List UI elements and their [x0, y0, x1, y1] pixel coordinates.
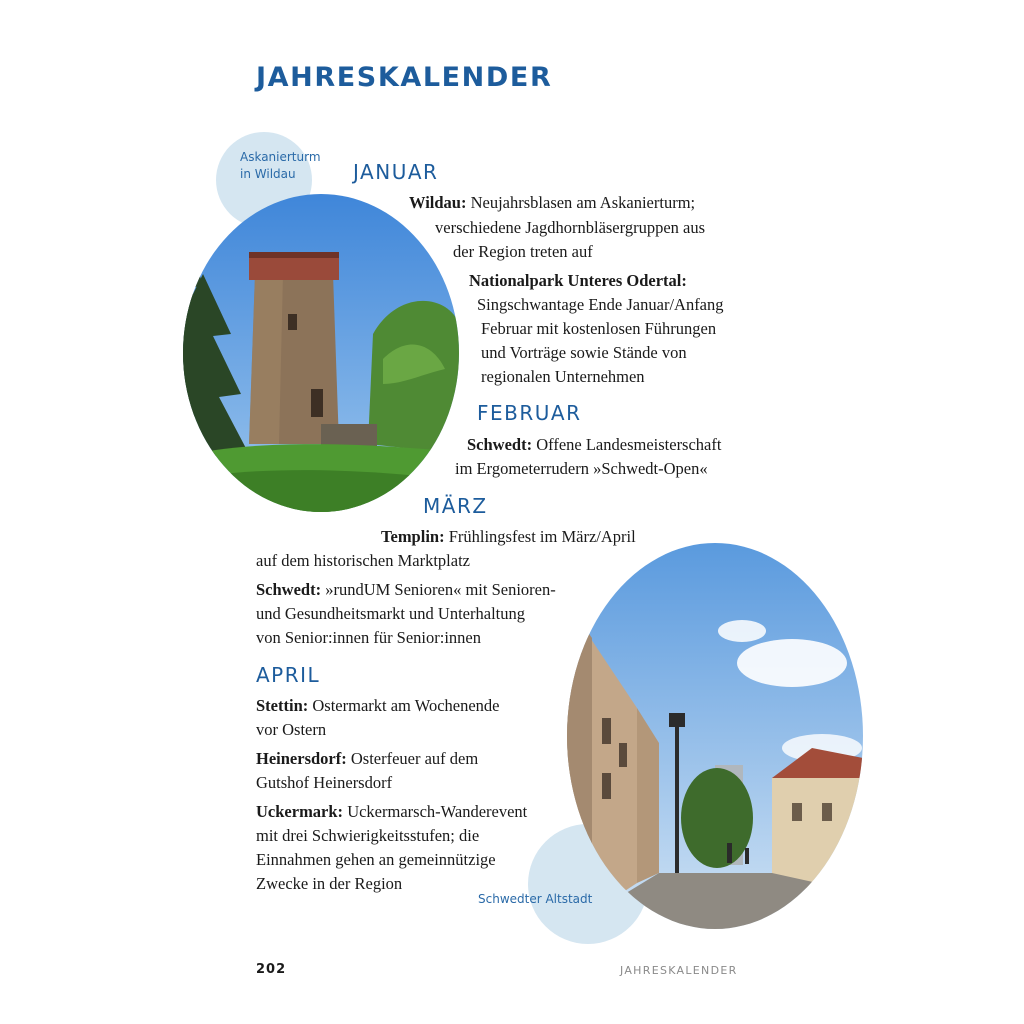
event-line: auf dem historischen Marktplatz — [256, 551, 470, 570]
event-location: Nationalpark Unteres Odertal: — [469, 271, 687, 290]
event-line: Heinersdorf: Osterfeuer auf dem — [256, 749, 479, 768]
event-line: Templin: Frühlingsfest im März/April — [381, 527, 636, 546]
event-location: Stettin: — [256, 696, 309, 715]
event-line: von Senior:innen für Senior:innen — [256, 628, 482, 647]
tower-photo — [183, 194, 459, 512]
event-line: Februar mit kostenlosen Führungen — [481, 319, 717, 338]
event-line: Singschwantage Ende Januar/Anfang — [477, 295, 724, 314]
event-line: Stettin: Ostermarkt am Wochenende — [256, 696, 500, 715]
event-location: Schwedt: — [467, 435, 533, 454]
page-title: JAHRESKALENDER — [256, 62, 553, 93]
street-photo — [567, 543, 863, 929]
tower-caption-line-2: in Wildau — [240, 167, 296, 181]
event-line: verschiedene Jagdhornbläsergruppen aus — [435, 218, 706, 237]
event-location: Schwedt: — [256, 580, 322, 599]
event-line: Schwedt: »rundUM Senioren« mit Senioren- — [256, 580, 556, 599]
event-line: Gutshof Heinersdorf — [256, 773, 393, 792]
event-line: Uckermark: Uckermarsch-Wanderevent — [256, 802, 528, 821]
event-line: Wildau: Neujahrsblasen am Askanierturm; — [409, 193, 696, 212]
tower-caption — [240, 149, 321, 183]
event-line: der Region treten auf — [453, 242, 593, 261]
running-head: JAHRESKALENDER — [620, 964, 738, 977]
event-line: vor Ostern — [256, 720, 327, 739]
event-line: mit drei Schwierigkeitsstufen; die — [256, 826, 480, 845]
event-location: Wildau: — [409, 193, 467, 212]
month-heading-april: APRIL — [256, 663, 321, 687]
event-line: Zwecke in der Region — [256, 874, 403, 893]
month-heading-maerz: MÄRZ — [423, 494, 488, 518]
event-line: und Vorträge sowie Stände von — [481, 343, 687, 362]
tower-caption-line-1: Askanierturm — [240, 150, 321, 164]
month-heading-februar: FEBRUAR — [477, 401, 582, 425]
event-line: im Ergometerrudern »Schwedt-Open« — [455, 459, 708, 478]
event-location: Heinersdorf: — [256, 749, 347, 768]
event-line: Schwedt: Offene Landesmeisterschaft — [467, 435, 722, 454]
event-location: Templin: — [381, 527, 445, 546]
event-location: Uckermark: — [256, 802, 344, 821]
event-line: und Gesundheitsmarkt und Unterhaltung — [256, 604, 525, 623]
month-heading-januar: JANUAR — [353, 160, 439, 184]
event-line: regionalen Unternehmen — [481, 367, 645, 386]
page-number: 202 — [256, 962, 287, 977]
event-line: Einnahmen gehen an gemeinnützige — [256, 850, 496, 869]
street-caption: Schwedter Altstadt — [478, 892, 593, 906]
